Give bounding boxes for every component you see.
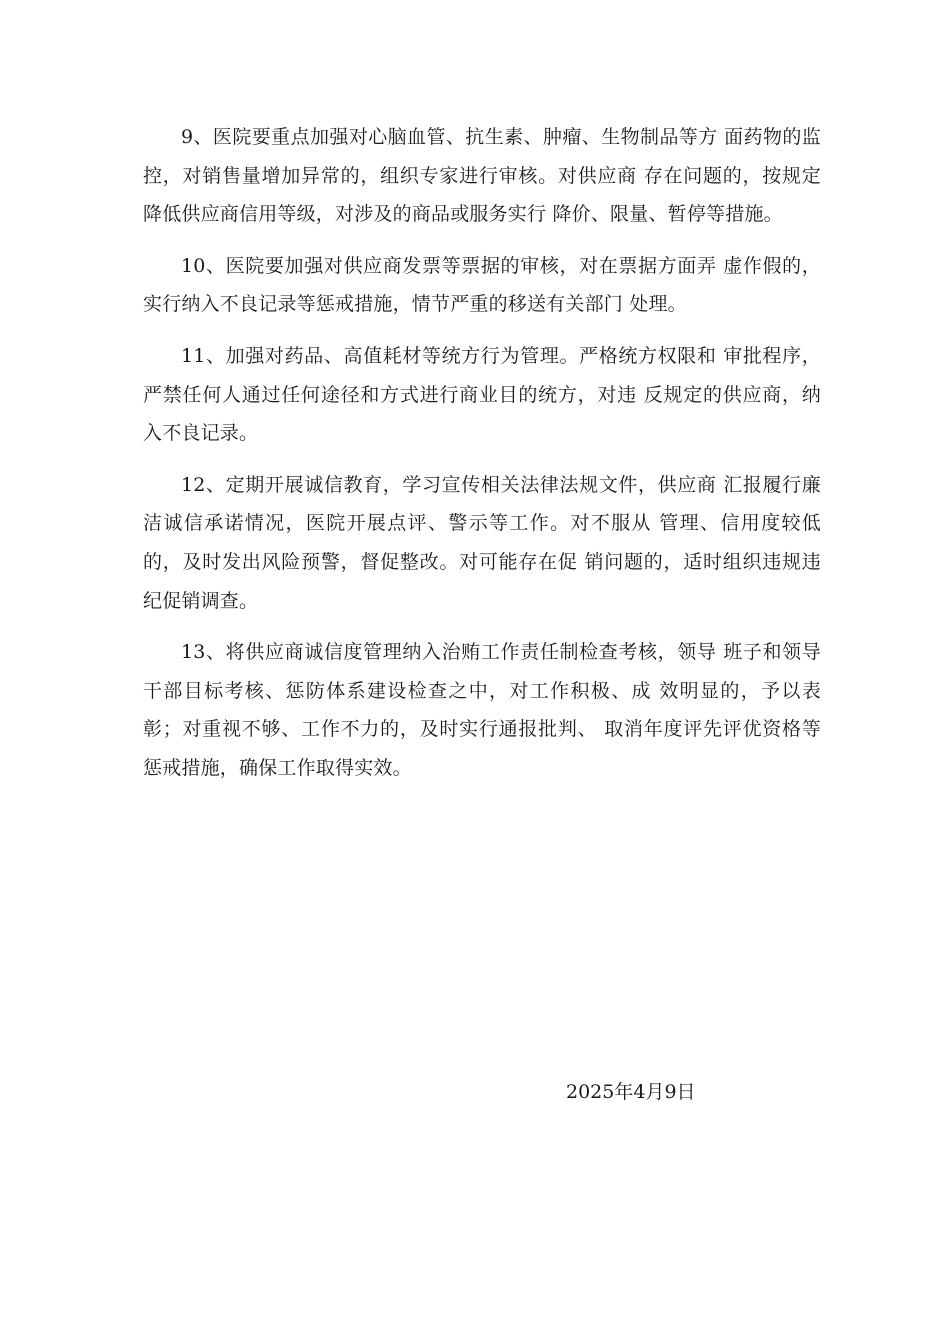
- paragraph-9: 9、医院要重点加强对心脑血管、抗生素、肿瘤、生物制品等方 面药物的监控，对销售量增加异常的，组织专家进行审核。对供应商 存在问题的，按规定降低供应商信用等级，对涉及的商品或服务实行 降价、限量、暂停等措施。: [143, 126, 821, 226]
- paragraph-13: 13、将供应商诚信度管理纳入治贿工作责任制检查考核，领导 班子和领导干部目标考核、惩防体系建设检查之中，对工作积极、成 效明显的，予以表彰；对重视不够、工作不力的，及时实行通报批判、 取消年度评先评优资格等惩戒措施，确保工作取得实效。: [143, 641, 821, 779]
- paragraph-11: 11、加强对药品、高值耗材等统方行为管理。严格统方权限和 审批程序，严禁任何人通过任何途径和方式进行商业目的统方，对违 反规定的供应商，纳入不良记录。: [143, 344, 821, 445]
- paragraph-12: 12、定期开展诚信教育，学习宣传相关法律法规文件，供应商 汇报履行廉洁诚信承诺情况，医院开展点评、警示等工作。对不服从 管理、信用度较低的，及时发出风险预警，督促整改。对可能存在促 销问题的，适时组织违规违纪促销调查。: [143, 473, 821, 612]
- paragraph-10: 10、医院要加强对供应商发票等票据的审核，对在票据方面弄 虚作假的，实行纳入不良记录等惩戒措施，情节严重的移送有关部门 处理。: [143, 254, 821, 316]
- document-body: [143, 118, 821, 801]
- document-date: 2025年4月9日: [566, 1081, 696, 1103]
